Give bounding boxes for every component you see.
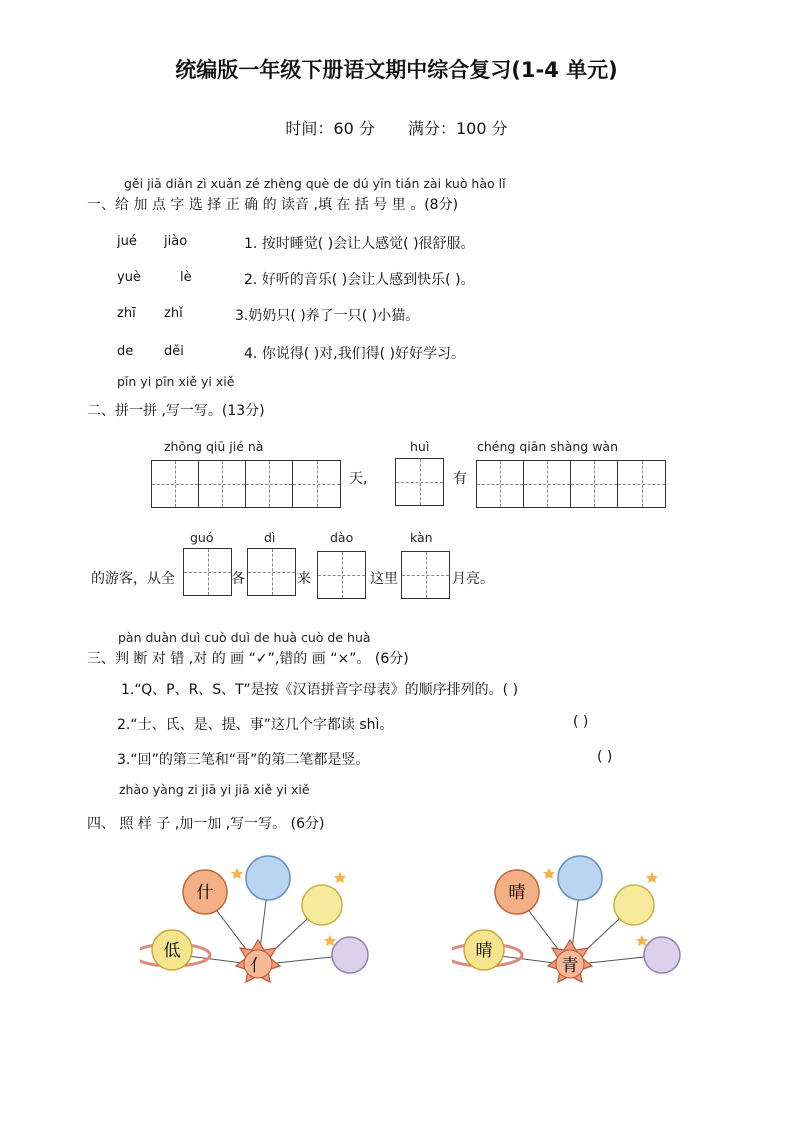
star-decor <box>324 935 336 946</box>
page-title: 统编版一年级下册语文期中综合复习(1-4 单元) <box>175 58 618 82</box>
section2-heading: 二、拼一拼 ,写一写。(13分) <box>87 403 265 419</box>
planet-char-2: 晴 <box>475 941 493 961</box>
time-limit: 时间：60 分 <box>285 119 375 138</box>
planet-char-2: 低 <box>163 941 181 961</box>
q1-option-b: jiào <box>164 234 188 249</box>
row2-text-4: 月亮。 <box>452 571 494 587</box>
exam-meta <box>0 116 793 139</box>
section4-heading: 四、 照 样 子 ,加一加 ,写一写。 (6分) <box>87 816 325 832</box>
row2-text-2: 来 <box>297 571 311 587</box>
q3-option-b: zhǐ <box>164 306 183 321</box>
planet-yellow <box>614 885 654 925</box>
judge-paren-3[interactable]: ( ) <box>597 749 613 765</box>
row1-pinyin-3: chéng qiān shàng wàn <box>477 439 619 454</box>
writing-grid-7[interactable] <box>401 551 450 599</box>
full-score: 满分：100 分 <box>407 119 508 138</box>
writing-grid-1[interactable] <box>151 460 341 508</box>
star-decor <box>231 868 243 879</box>
judge-item-1: 1.“Q、P、R、S、T”是按《汉语拼音字母表》的顺序排列的。( ) <box>121 682 519 698</box>
writing-grid-2[interactable] <box>395 458 444 506</box>
q3-sentence: 3.奶奶只( )养了一只( )小猫。 <box>235 308 420 324</box>
section1-pinyin: gěi jiā diǎn zì xuǎn zé zhèng què de dú yīn tián zài kuò hào lǐ <box>124 176 506 191</box>
section2-pinyin: pīn yi pīn xiě yi xiě <box>117 374 235 389</box>
q4-option-b: děi <box>164 344 184 359</box>
planet-purple <box>332 937 368 973</box>
planet-char-1: 晴 <box>508 883 526 903</box>
row2-pinyin-3: dào <box>330 530 354 545</box>
star-decor <box>636 935 648 946</box>
row2-pinyin-4: kàn <box>410 530 433 545</box>
row1-pinyin-2: huì <box>410 439 430 454</box>
star-decor <box>334 872 346 883</box>
planet-diagram-1 <box>140 850 385 1000</box>
row1-text-1: 天, <box>349 471 368 487</box>
row2-pinyin-1: guó <box>190 530 214 545</box>
q2-option-a: yuè <box>117 270 141 285</box>
star-decor <box>543 868 555 879</box>
planet-yellow <box>302 885 342 925</box>
q2-sentence: 2. 好听的音乐( )会让人感到快乐( )。 <box>244 272 475 288</box>
q4-option-a: de <box>117 344 134 359</box>
center-char: 青 <box>561 956 579 976</box>
q1-option-a: jué <box>117 234 137 249</box>
planet-diagram-2 <box>452 850 697 1000</box>
row2-pinyin-2: dì <box>264 530 276 545</box>
row2-text-0: 的游客，从全 <box>91 571 175 587</box>
q4-sentence: 4. 你说得( )对,我们得( )好好学习。 <box>244 346 466 362</box>
q2-option-b: lè <box>180 270 192 285</box>
section3-pinyin: pàn duàn duì cuò duì de huà cuò de huà <box>118 630 371 645</box>
judge-item-2: 2.“士、氏、是、提、事”这几个字都读 shì。 <box>117 717 394 733</box>
planet-blue <box>246 856 290 900</box>
planet-blue <box>558 856 602 900</box>
row1-pinyin-1: zhōng qiū jié nà <box>164 439 264 454</box>
section1-heading: 一、给 加 点 字 选 择 正 确 的 读音 ,填 在 括 号 里 。(8分) <box>87 197 459 213</box>
planet-char-1: 什 <box>196 883 214 903</box>
q1-sentence: 1. 按时睡觉( )会让人感觉( )很舒服。 <box>244 236 475 252</box>
center-char: 亻 <box>249 956 267 976</box>
section4-pinyin: zhào yàng zi jiā yi jiā xiě yi xiě <box>119 782 310 797</box>
row1-text-2: 有 <box>453 471 467 487</box>
row2-text-1: 各 <box>231 571 245 587</box>
writing-grid-5[interactable] <box>247 548 296 596</box>
writing-grid-3[interactable] <box>476 460 666 508</box>
star-decor <box>646 872 658 883</box>
row2-text-3: 这里 <box>370 571 398 587</box>
section3-heading: 三、判 断 对 错 ,对 的 画 “✓”,错的 画 “×”。 (6分) <box>87 651 409 667</box>
judge-item-3: 3.“回”的第三笔和“哥”的第二笔都是竖。 <box>117 752 370 768</box>
planet-purple <box>644 937 680 973</box>
writing-grid-6[interactable] <box>317 551 366 599</box>
q3-option-a: zhī <box>117 306 136 321</box>
judge-paren-2[interactable]: ( ) <box>573 714 589 730</box>
writing-grid-4[interactable] <box>183 548 232 596</box>
